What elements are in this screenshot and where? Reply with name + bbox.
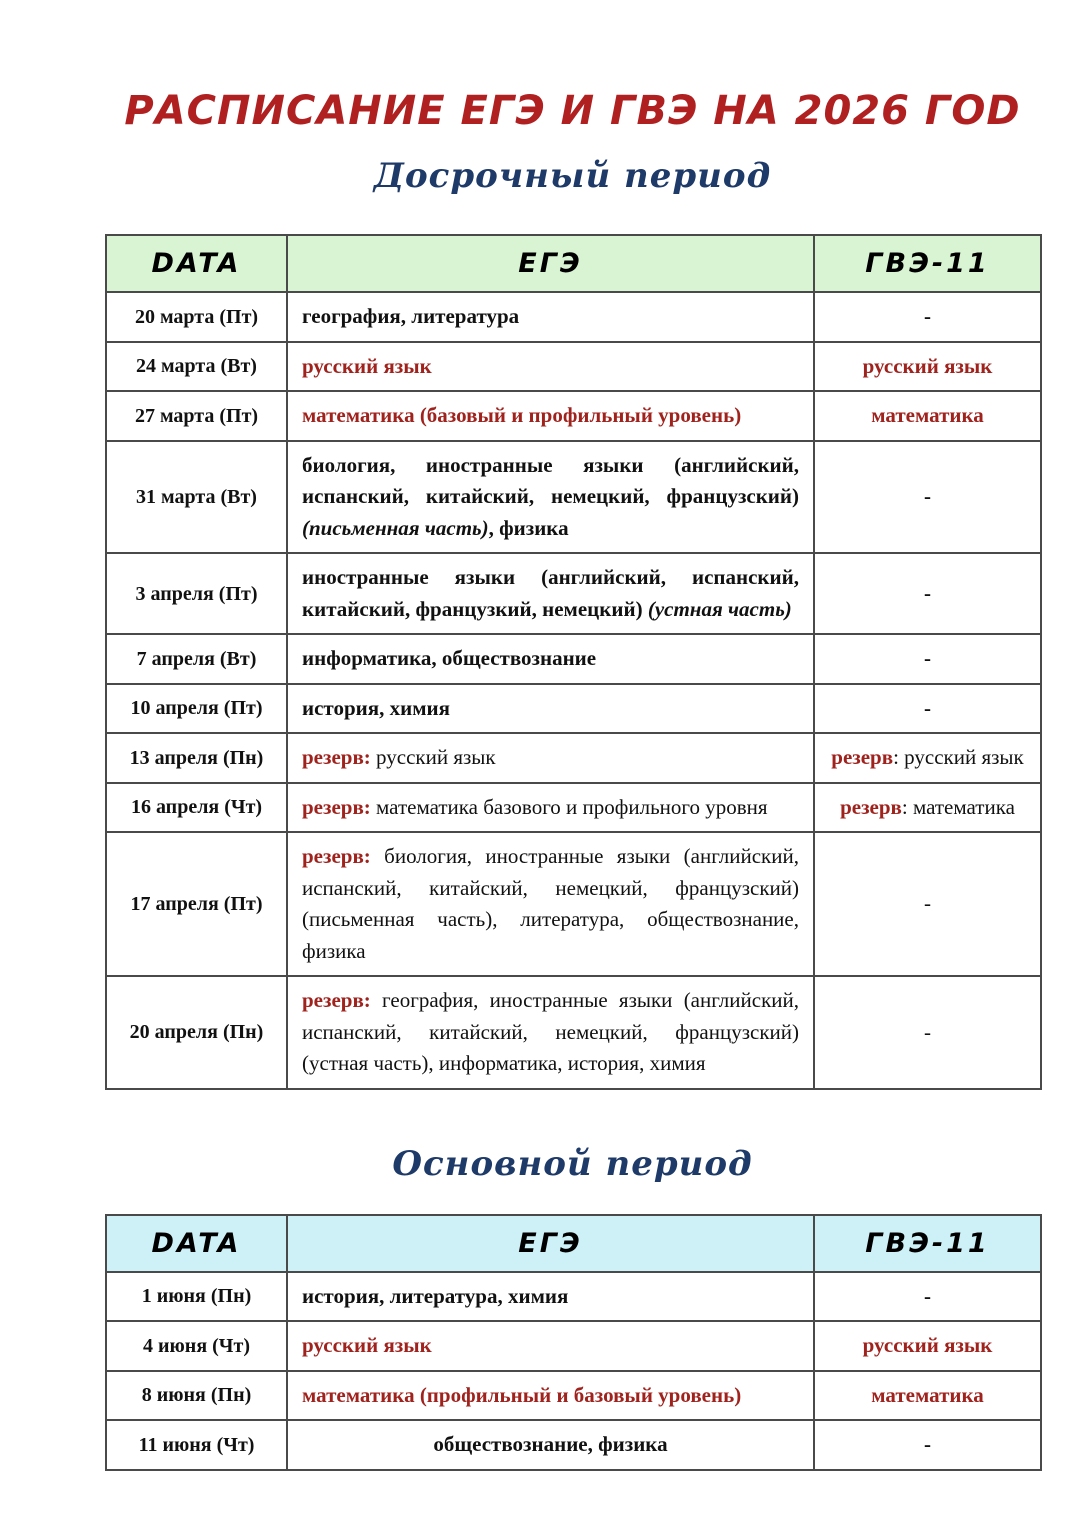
gve-cell bbox=[814, 832, 1041, 976]
text-segment: география, литература bbox=[302, 304, 520, 328]
ege-cell bbox=[287, 553, 814, 634]
text-segment: резерв: bbox=[302, 988, 383, 1012]
text-segment: русский язык bbox=[862, 353, 993, 378]
document-page bbox=[105, 0, 1040, 1471]
table-row bbox=[106, 684, 1041, 734]
gve-cell bbox=[814, 292, 1041, 342]
date-cell: 27 марта (Пт) bbox=[106, 391, 287, 441]
text-segment: - bbox=[924, 695, 931, 720]
date-cell: 24 марта (Вт) bbox=[106, 342, 287, 392]
gve-cell bbox=[814, 441, 1041, 554]
column-header-ege: ЕГЭ bbox=[287, 1215, 814, 1272]
ege-cell bbox=[287, 1371, 814, 1421]
table-row bbox=[106, 733, 1041, 783]
text-segment: математика базового и профильного уровня bbox=[370, 794, 768, 819]
ege-cell bbox=[287, 441, 814, 554]
early-period-heading: Досрочный период bbox=[373, 156, 772, 196]
table-row bbox=[106, 441, 1041, 554]
date-cell: 13 апреля (Пн) bbox=[106, 733, 287, 783]
text-segment: : математика bbox=[901, 794, 1015, 819]
date-cell: 8 июня (Пн) bbox=[106, 1371, 287, 1421]
table-row bbox=[106, 1321, 1041, 1371]
ege-cell bbox=[287, 1321, 814, 1371]
text-segment: русский язык bbox=[302, 353, 432, 378]
table-row bbox=[106, 391, 1041, 441]
text-segment: - bbox=[924, 646, 931, 670]
text-segment: биология, иностранные языки (английский, испанский, китайский, немецкий, французский) (письменная часть), литература, обществознание, физика bbox=[302, 844, 799, 963]
header-row bbox=[106, 235, 1041, 292]
text-segment: русский язык bbox=[370, 745, 496, 769]
date-cell: 31 марта (Вт) bbox=[106, 441, 287, 554]
date-cell: 3 апреля (Пт) bbox=[106, 553, 287, 634]
text-segment: история, литература, химия bbox=[302, 1283, 569, 1308]
page-title: РАСПИСАНИЕ ЕГЭ И ГВЭ НА 2026 ГОD bbox=[124, 88, 1021, 134]
text-segment: резерв: bbox=[302, 794, 371, 819]
gve-cell bbox=[814, 342, 1041, 392]
column-header-ege: ЕГЭ bbox=[287, 235, 814, 292]
gve-cell bbox=[814, 553, 1041, 634]
gve-cell bbox=[814, 1321, 1041, 1371]
text-segment: - bbox=[924, 484, 931, 508]
table-row bbox=[106, 1371, 1041, 1421]
text-segment: математика (профильный и базовый уровень) bbox=[302, 1382, 742, 1407]
gve-cell bbox=[814, 684, 1041, 734]
ege-cell bbox=[287, 783, 814, 833]
main-period-heading: Основной период bbox=[392, 1143, 753, 1184]
table-row bbox=[106, 783, 1041, 833]
table-row bbox=[106, 832, 1041, 976]
main-period-table bbox=[105, 1214, 1042, 1471]
gve-cell bbox=[814, 1420, 1041, 1470]
text-segment: : русский язык bbox=[893, 745, 1024, 769]
text-segment: - bbox=[924, 1019, 931, 1044]
ege-cell bbox=[287, 684, 814, 734]
text-segment: математика (базовый и профильный уровень) bbox=[302, 403, 742, 427]
text-segment: география, иностранные языки (английский, испанский, китайский, немецкий, французский) (устная часть), информатика, история, химия bbox=[302, 988, 799, 1075]
gve-cell bbox=[814, 391, 1041, 441]
gve-cell bbox=[814, 1371, 1041, 1421]
table-row bbox=[106, 1272, 1041, 1322]
ege-cell bbox=[287, 832, 814, 976]
header-row bbox=[106, 1215, 1041, 1272]
table-row bbox=[106, 342, 1041, 392]
text-segment: информатика, обществознание bbox=[302, 646, 597, 670]
text-segment: биология, иностранные языки (английский, испанский, китайский, немецкий, французский) bbox=[302, 452, 799, 508]
main-period-table-body bbox=[106, 1272, 1041, 1470]
column-header-gve: ГВЭ-11 bbox=[814, 1215, 1041, 1272]
text-segment: , физика bbox=[488, 515, 569, 540]
ege-cell bbox=[287, 1272, 814, 1322]
date-cell: 20 марта (Пт) bbox=[106, 292, 287, 342]
text-segment: резерв: bbox=[302, 745, 371, 769]
table-row bbox=[106, 553, 1041, 634]
gve-cell bbox=[814, 733, 1041, 783]
section-main-period bbox=[105, 1144, 1040, 1471]
date-cell: 4 июня (Чт) bbox=[106, 1321, 287, 1371]
gve-cell bbox=[814, 783, 1041, 833]
text-segment: резерв: bbox=[302, 844, 385, 868]
date-cell: 11 июня (Чт) bbox=[106, 1420, 287, 1470]
text-segment: история, химия bbox=[302, 695, 450, 720]
ege-cell bbox=[287, 292, 814, 342]
early-period-table-body bbox=[106, 292, 1041, 1089]
column-header-gve: ГВЭ-11 bbox=[814, 235, 1041, 292]
table-row bbox=[106, 634, 1041, 684]
date-cell: 1 июня (Пн) bbox=[106, 1272, 287, 1322]
early-period-table bbox=[105, 234, 1042, 1090]
ege-cell bbox=[287, 342, 814, 392]
ege-cell bbox=[287, 733, 814, 783]
ege-cell bbox=[287, 634, 814, 684]
date-cell: 20 апреля (Пн) bbox=[106, 976, 287, 1089]
text-segment: русский язык bbox=[862, 1333, 993, 1357]
gve-cell bbox=[814, 976, 1041, 1089]
table-row bbox=[106, 1420, 1041, 1470]
column-header-date: DATA bbox=[106, 1215, 287, 1272]
gve-cell bbox=[814, 1272, 1041, 1322]
gve-cell bbox=[814, 634, 1041, 684]
section-early-period bbox=[105, 156, 1040, 1090]
column-header-date: DATA bbox=[106, 235, 287, 292]
text-segment: русский язык bbox=[302, 1333, 432, 1357]
text-segment: - bbox=[924, 891, 931, 916]
text-segment: резерв bbox=[840, 794, 902, 819]
ege-cell bbox=[287, 976, 814, 1089]
text-segment: - bbox=[924, 580, 931, 605]
ege-cell bbox=[287, 1420, 814, 1470]
text-segment: обществознание, физика bbox=[433, 1432, 668, 1456]
text-segment: (устная часть) bbox=[647, 596, 792, 621]
table-row bbox=[106, 976, 1041, 1089]
text-segment: (письменная часть) bbox=[302, 515, 489, 540]
text-segment: математика bbox=[871, 403, 984, 427]
date-cell: 17 апреля (Пт) bbox=[106, 832, 287, 976]
text-segment: - bbox=[924, 1432, 931, 1456]
text-segment: - bbox=[924, 304, 931, 328]
date-cell: 7 апреля (Вт) bbox=[106, 634, 287, 684]
date-cell: 16 апреля (Чт) bbox=[106, 783, 287, 833]
text-segment: резерв bbox=[831, 745, 894, 769]
ege-cell bbox=[287, 391, 814, 441]
date-cell: 10 апреля (Пт) bbox=[106, 684, 287, 734]
table-row bbox=[106, 292, 1041, 342]
text-segment: - bbox=[924, 1283, 931, 1308]
text-segment: иностранные языки (английский, испанский, китайский, французкий, немецкий) bbox=[302, 565, 799, 621]
text-segment: математика bbox=[871, 1382, 984, 1407]
